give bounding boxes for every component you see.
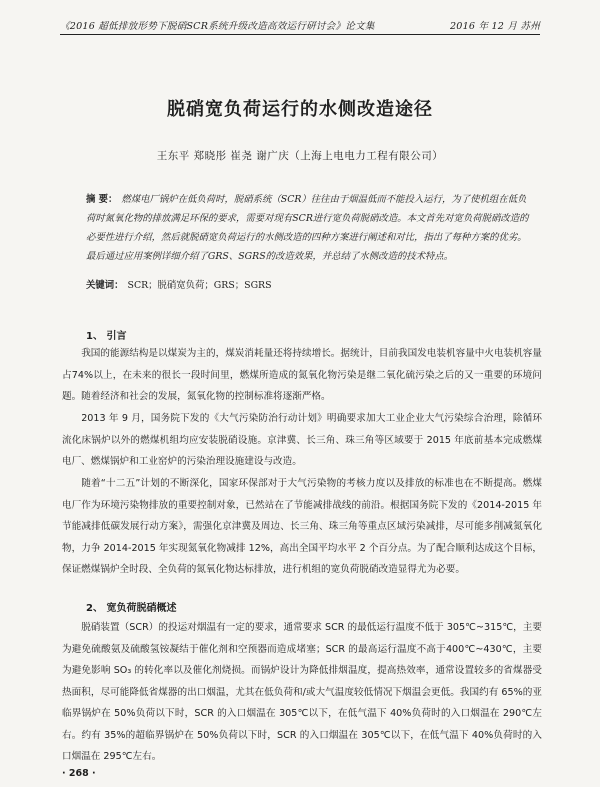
abstract-text: 燃煤电厂锅炉在低负荷时，脱硝系统（SCR）往往由于烟温低而不能投入运行，为了使机组在低负荷时氮氧化物的排放满足环保的要求，需要对现有SCR进行宽负荷脱硝改造。本文首先对宽负荷脱硝改造的必要性进行介绍，然后就脱硝宽负荷运行的水侧改造的四种方案进行阐述和对比，指出了每种方案的优劣。最后通过应用案例详细介绍了GRS、SGRS的改造效果，并总结了水侧改造的技术特点。 — [86, 194, 529, 262]
intro-paragraph-1: 我国的能源结构是以煤炭为主的，煤炭消耗量还将持续增长。据统计，目前我国发电装机容量中火电装机容量占74%以上，在未来的很长一段时间里，燃煤所造成的氮氧化物污染是继二氧化硫污染之后的又一重要的环境问题。随着经济和社会的发展，氮氧化物的控制标准将逐渐严格。 — [62, 348, 542, 402]
intro-paragraph-3: 随着“十二五”计划的不断深化，国家环保部对于大气污染物的考核力度以及排放的标准也在不断提高。燃煤电厂作为环境污染物排放的重要控制对象，已然站在了节能减排战线的前沿。根据国务院下发的《2014-2015 年节能减排低碳发展行动方案》，需强化京津冀及周边、长三角、珠三角等重点区域污染减排，尽可能多削减氮氧化物，力争 2014-2015 年实现氮氧化物减排 12%，高出全国平均水平 2 个百分点。为了配合顺利达成这个目标，保证燃煤锅炉全时段、全负荷的氮氧化物达标排放，进行机组的宽负荷脱硝改造显得尤为必要。 — [62, 478, 542, 575]
keywords — [86, 278, 530, 294]
paper-title: 脱硝宽负荷运行的水侧改造途径 — [167, 99, 433, 120]
running-header — [60, 18, 540, 35]
intro-paragraph-2: 2013 年 9 月，国务院下发的《大气污染防治行动计划》明确要求加大工业企业大气污染综合治理，除循环流化床锅炉以外的燃煤机组均应安装脱硝设施。京津冀、长三角、珠三角等区域要于 2015 年底前基本完成燃煤电厂、燃煤锅炉和工业窑炉的污染治理设施建设与改造。 — [62, 413, 542, 467]
abstract — [86, 190, 530, 266]
overview-paragraph-1: 脱硝装置（SCR）的投运对烟温有一定的要求，通常要求 SCR 的最低运行温度不低于 305℃~315℃，主要为避免硫酸氨及硫酸氢铵凝结于催化剂和空预器而造成堵塞；SCR 的最高运行温度不高于400℃~430℃，主要为避免影响 SO₃ 的转化率以及催化剂烧损。而锅炉设计为降低排烟温度，提高热效率，通常设置较多的省煤器受热面积，尽可能降低省煤器的出口烟温，尤其在低负荷和/或大气温度较低情况下烟温会更低。我国约有 65%的亚临界锅炉在 50%负荷以下时，SCR 的入口烟温在 305℃以下，在低气温下 40%负荷时的入口烟温在 290℃左右。约有 35%的超临界锅炉在 50%负荷以下时，SCR 的入口烟温在 305℃以下，在低气温下 40%负荷时的入口烟温在 295℃左右。 — [62, 622, 542, 762]
keywords-text: SCR；脱硝宽负荷；GRS；SGRS — [127, 280, 272, 291]
keywords-label: 关键词： — [86, 280, 124, 291]
page-number: · 268 · — [62, 768, 96, 779]
paper-authors: 王东平 郑晓彤 崔尧 谢广庆（上海上电电力工程有限公司） — [156, 150, 444, 162]
abstract-label: 摘 要： — [86, 194, 118, 205]
header-proceedings-title: 《2016 超低排放形势下脱硝SCR系统升级改造高效运行研讨会》论文集 — [60, 21, 375, 32]
section-heading-introduction: 1、 引言 — [86, 331, 127, 342]
section-heading-overview: 2、 宽负荷脱硝概述 — [86, 603, 177, 614]
header-date-location: 2016 年 12 月 苏州 — [450, 21, 540, 32]
